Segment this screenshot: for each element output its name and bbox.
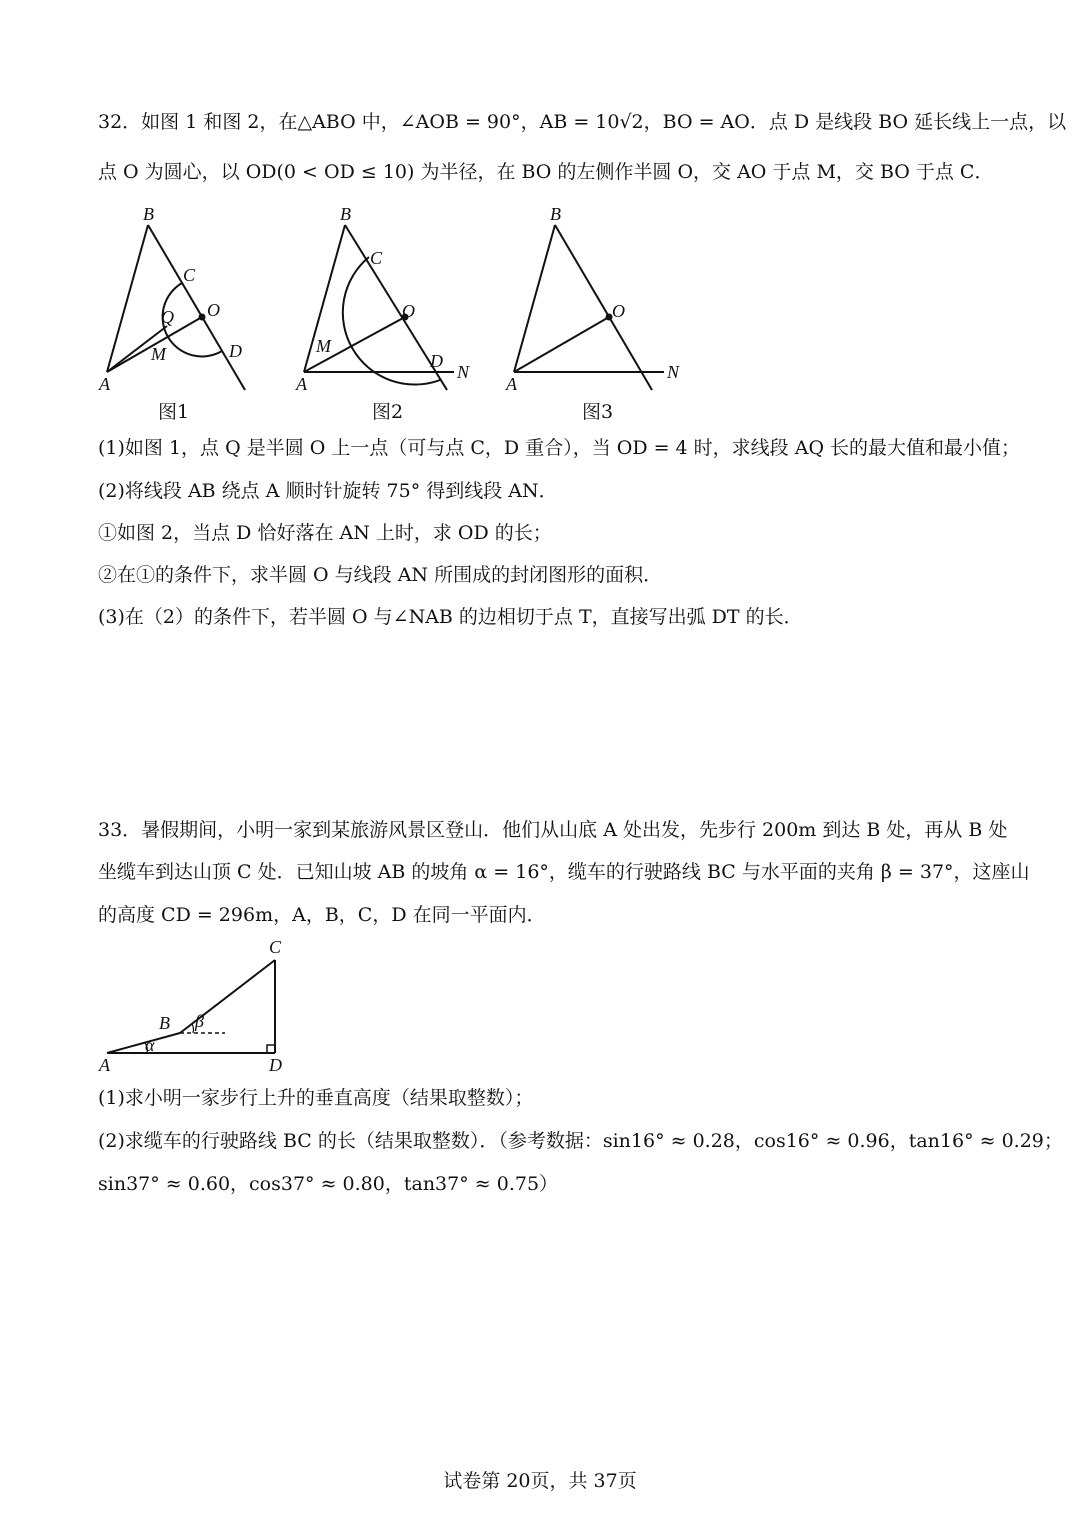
fig1-label-q: Q	[161, 307, 174, 327]
q32-part1: (1)如图 1，点 Q 是半圆 O 上一点（可与点 C，D 重合），当 OD = 4 时，求线段 AQ 长的最大值和最小值；	[98, 437, 1021, 459]
q32-figure-3	[502, 200, 692, 400]
caption-figure-3: 图3	[582, 401, 614, 423]
q33-label-alpha: α	[145, 1035, 155, 1055]
fig2-label-n: N	[457, 362, 470, 382]
fig1-segment-ab	[107, 225, 148, 372]
fig1-label-o: O	[207, 300, 220, 320]
q32-figure-2	[292, 200, 482, 400]
fig3-segment-ab	[514, 225, 555, 372]
fig2-semicircle	[343, 257, 440, 385]
fig2-label-a: A	[296, 374, 307, 394]
q33-stem-line3: 的高度 CD = 296m，A，B，C，D 在同一平面内．	[98, 904, 546, 926]
q32-part2a: ①如图 2，当点 D 恰好落在 AN 上时，求 OD 的长；	[98, 522, 552, 544]
fig3-segment-bd	[555, 225, 652, 390]
q32-part2: (2)将线段 AB 绕点 A 顺时针旋转 75° 得到线段 AN．	[98, 480, 558, 502]
q33-right-angle-mark	[267, 1045, 275, 1053]
caption-figure-2: 图2	[372, 401, 404, 423]
q32-part3: (3)在（2）的条件下，若半圆 O 与∠NAB 的边相切于点 T，直接写出弧 DT 的长．	[98, 606, 803, 628]
q33-stem-line2: 坐缆车到达山顶 C 处．已知山坡 AB 的坡角 α = 16°，缆车的行驶路线 BC 与水平面的夹角 β = 37°，这座山	[98, 861, 1030, 883]
q33-part2-continued: sin37° ≈ 0.60，cos37° ≈ 0.80，tan37° ≈ 0.75）	[98, 1173, 559, 1195]
fig3-segment-ao	[514, 317, 609, 372]
q33-segment-ab	[107, 1033, 180, 1053]
q33-stem-line1: 33．暑假期间，小明一家到某旅游风景区登山．他们从山底 A 处出发，先步行 200m 到达 B 处，再从 B 处	[98, 819, 1008, 841]
q33-figure	[95, 935, 295, 1075]
fig1-label-a: A	[99, 374, 110, 394]
fig1-label-c: C	[183, 265, 196, 285]
fig2-label-d: D	[430, 351, 443, 371]
caption-figure-1: 图1	[158, 401, 190, 423]
fig2-label-b: B	[340, 204, 351, 224]
q32-figure-1	[95, 200, 265, 400]
q33-label-a: A	[99, 1055, 110, 1075]
fig2-label-c: C	[370, 248, 383, 268]
q33-part2: (2)求缆车的行驶路线 BC 的长（结果取整数）．（参考数据：sin16° ≈ 0.28，cos16° ≈ 0.96，tan16° ≈ 0.29；	[98, 1130, 1063, 1152]
q33-label-beta: β	[195, 1011, 204, 1031]
fig1-point-o	[199, 314, 206, 321]
fig3-label-b: B	[550, 204, 561, 224]
q32-stem-line2: 点 O 为圆心，以 OD(0 < OD ≤ 10) 为半径，在 BO 的左侧作半圆 O，交 AO 于点 M，交 BO 于点 C．	[98, 161, 994, 183]
q32-stem-line1: 32．如图 1 和图 2，在△ABO 中，∠AOB = 90°，AB = 10√2，BO = AO．点 D 是线段 BO 延长线上一点，以	[98, 111, 1067, 133]
fig2-label-m: M	[316, 336, 331, 356]
q33-label-c: C	[269, 937, 282, 957]
fig2-label-o: O	[402, 301, 415, 321]
fig1-label-b: B	[143, 204, 154, 224]
q33-part1: (1)求小明一家步行上升的垂直高度（结果取整数）；	[98, 1087, 534, 1109]
fig1-label-m: M	[151, 344, 166, 364]
fig3-label-n: N	[667, 362, 680, 382]
fig3-label-a: A	[506, 374, 517, 394]
q32-part2b: ②在①的条件下，求半圆 O 与线段 AN 所围成的封闭图形的面积．	[98, 564, 663, 586]
q33-beta-arc	[192, 1024, 193, 1033]
q33-label-b: B	[159, 1013, 170, 1033]
fig1-label-d: D	[229, 341, 242, 361]
fig3-label-o: O	[612, 301, 625, 321]
page-footer: 试卷第 20页，共 37页	[443, 1470, 637, 1492]
q33-label-d: D	[269, 1055, 282, 1075]
